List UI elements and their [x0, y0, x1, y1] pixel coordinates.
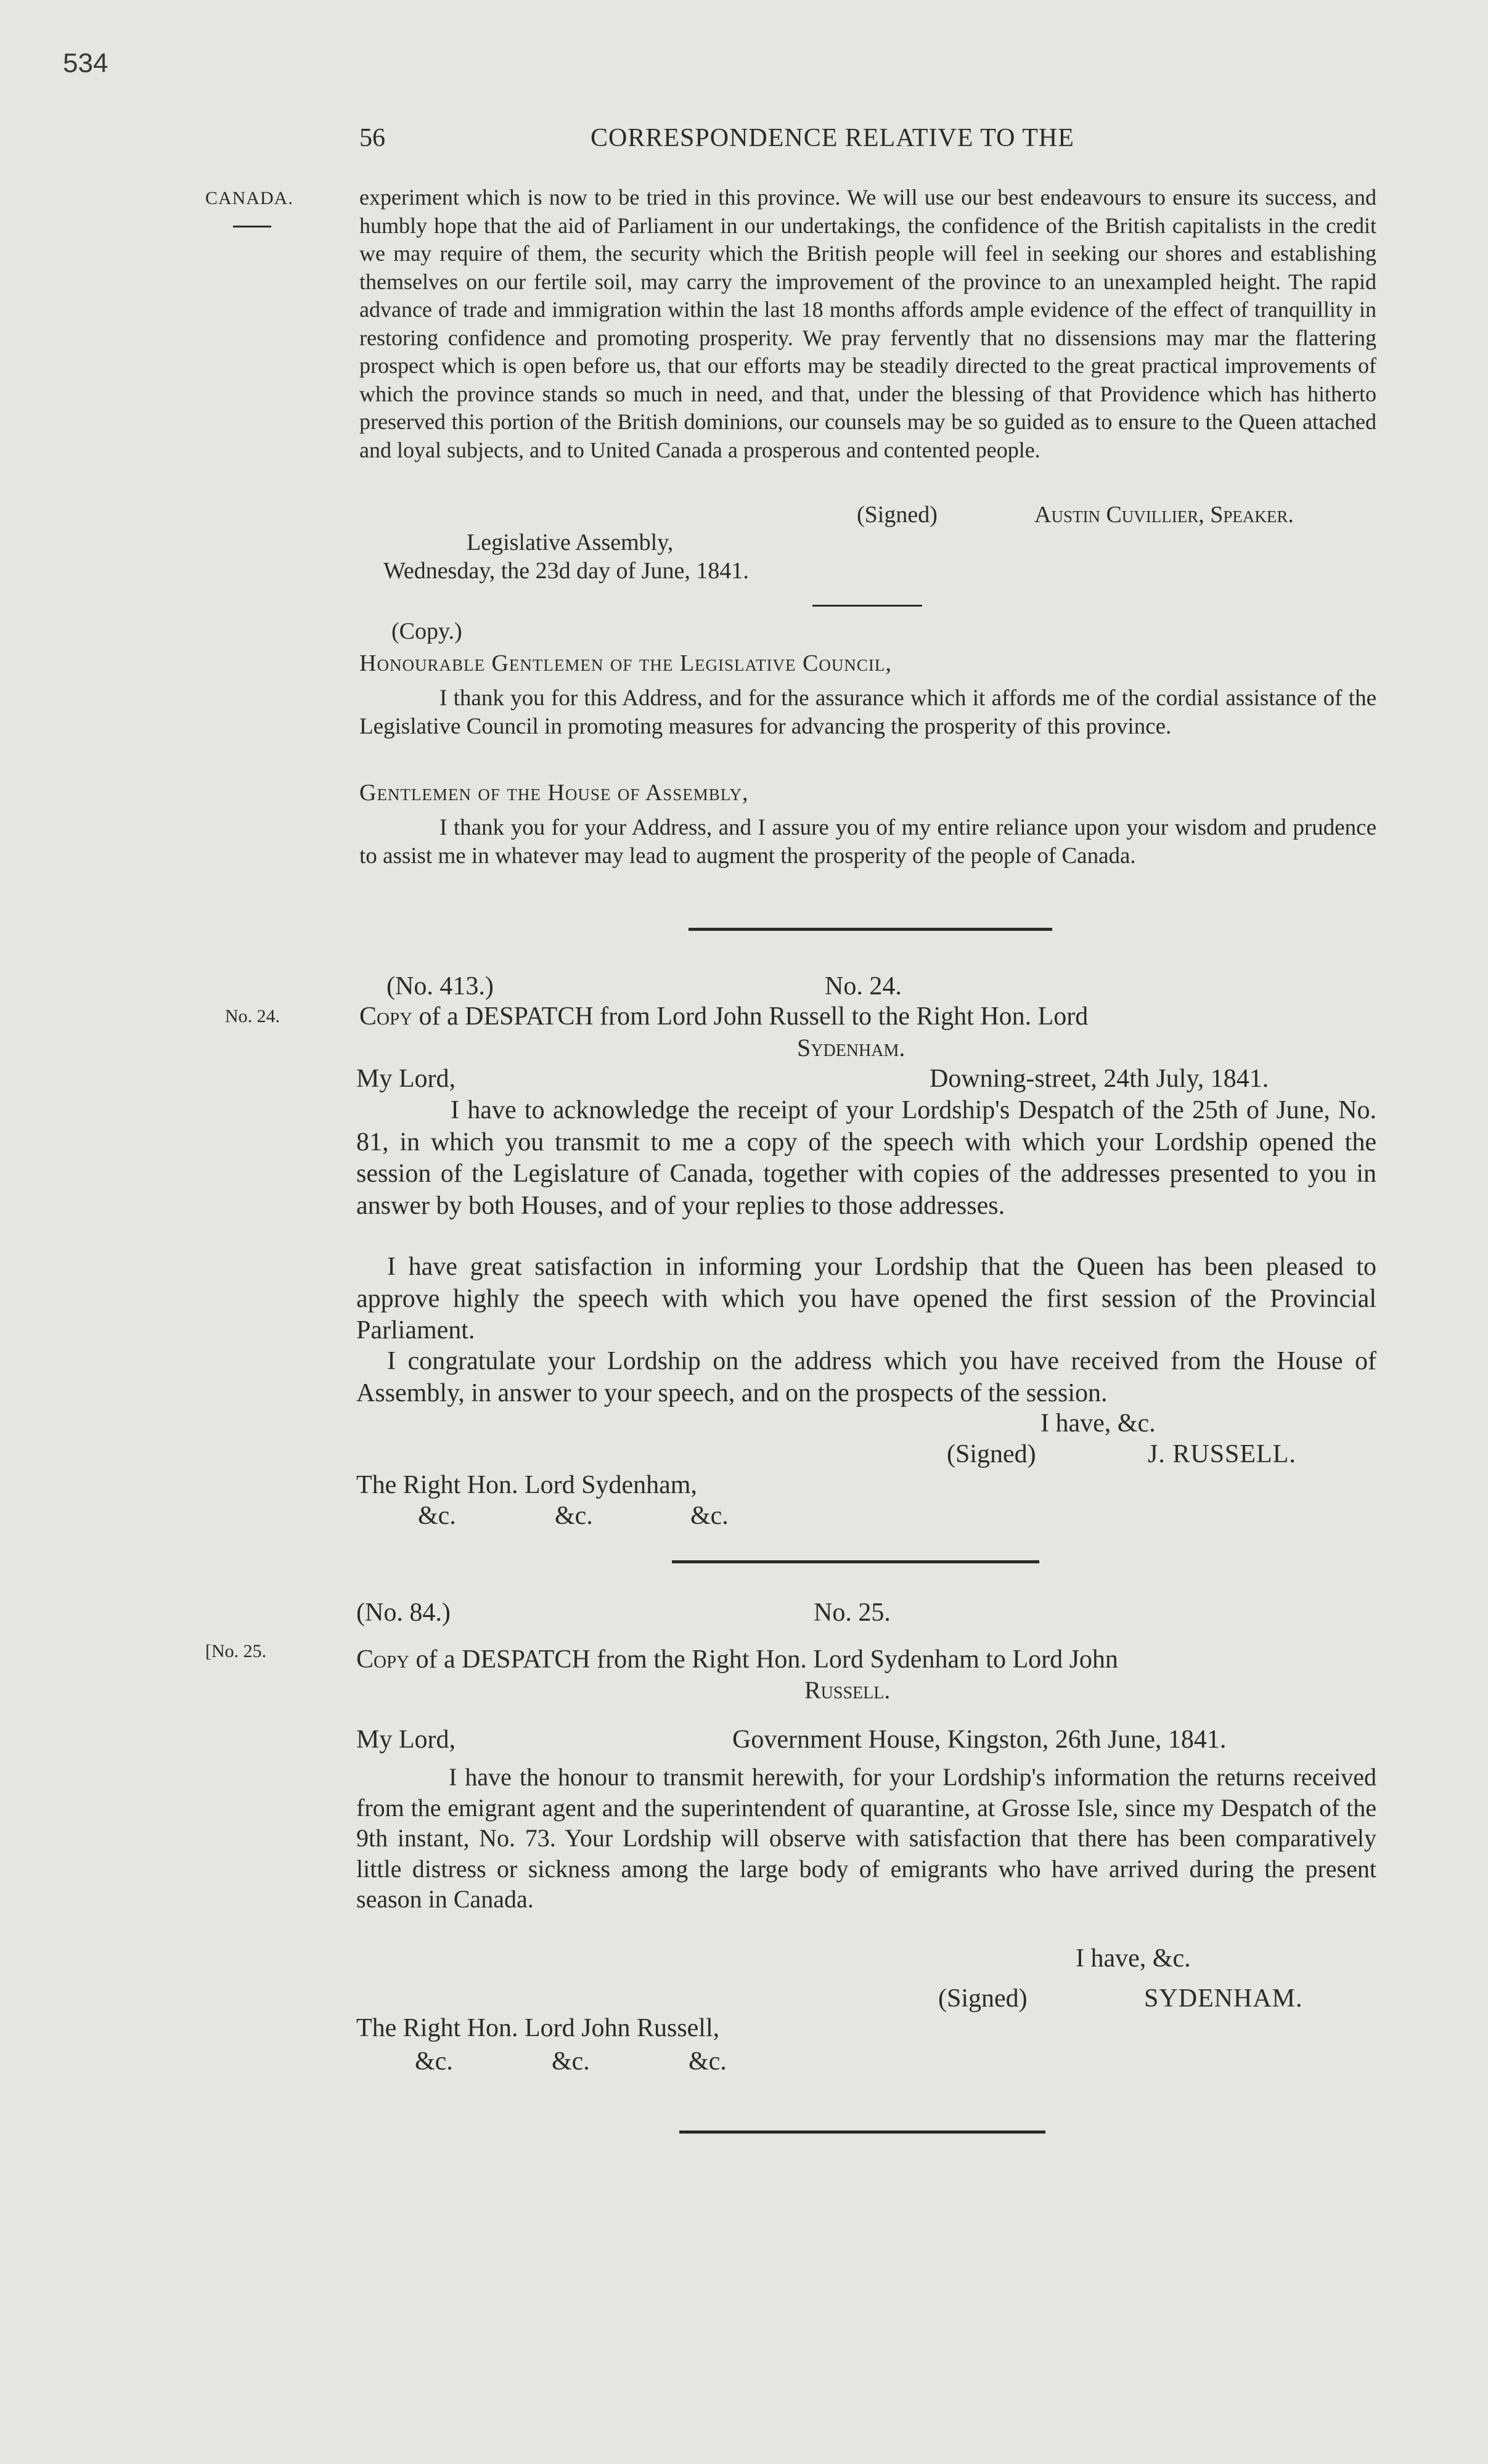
despatch24-paragraph-1: I have to acknowledge the receipt of your Lordship's Despatch of the 25th of June, No. 81, in which you transmit to me a copy of the speech with which your Lordship opened the session of the Legislature of Canada, together with copies of the addresses presented to you in answer by both Houses, and of your replies to those addresses.	[356, 1096, 1376, 1220]
despatch24-etc-1: &c.	[418, 1502, 456, 1530]
reply-text-council: I thank you for this Address, and for the assurance which it affords me of the cordial assistance of the Legislative Council in promoting measures for advancing the prosperity of this province.	[359, 686, 1376, 739]
address-signatory: Austin Cuvillier, Speaker.	[1034, 502, 1294, 528]
despatch24-signed: (Signed)	[947, 1440, 1036, 1468]
header-page-number: 56	[359, 124, 385, 152]
address-signed: (Signed)	[857, 502, 938, 528]
despatch24-place-date: Downing-street, 24th July, 1841.	[930, 1065, 1269, 1093]
section-rule	[689, 928, 1052, 931]
despatch25-signed: (Signed)	[938, 1984, 1028, 2013]
despatch25-salutation: My Lord,	[356, 1725, 456, 1754]
despatch25-paragraph-1: I have the honour to transmit herewith, for your Lordship's information the returns received from the emigrant agent and the superintendent of quarantine, at Grosse Isle, since my Despatch of the 9th instant, No. 73. Your Lordship will observe with satisfaction that there has been comparatively little distress or sickness among the large body of emigrants who have arrived during the present season in Canada.	[356, 1763, 1376, 1913]
despatch25-title-line2: Russell.	[804, 1676, 891, 1704]
despatch25-etc-3: &c.	[689, 2047, 727, 2076]
despatch24-signature: J. RUSSELL.	[1148, 1440, 1296, 1468]
margin-note-canada: CANADA.	[205, 188, 293, 208]
despatch25-title-copy: Copy	[356, 1645, 410, 1674]
reply-text-assembly: I thank you for your Address, and I assure you of my entire reliance upon your wisdom and prudence to assist me in whatever may lead to augment the prosperity of the people of Canada.	[359, 815, 1376, 869]
reply-copy-label: (Copy.)	[391, 618, 462, 644]
margin-dash	[233, 226, 271, 227]
despatch25-ref: (No. 84.)	[356, 1598, 451, 1627]
despatch24-etc-2: &c.	[555, 1502, 593, 1530]
running-header	[359, 123, 1376, 160]
despatch24-title	[359, 1002, 1376, 1031]
address-place: Legislative Assembly,	[467, 530, 674, 555]
despatch24-etc-3: &c.	[690, 1502, 729, 1530]
despatch25-title	[356, 1645, 1376, 1674]
despatch25-place-date: Government House, Kingston, 26th June, 1841.	[732, 1725, 1227, 1754]
despatch25-title-rest: of a DESPATCH from the Right Hon. Lord Sydenham to Lord John	[415, 1645, 1118, 1674]
despatch24-number: No. 24.	[825, 972, 902, 1001]
section-rule	[679, 2130, 1045, 2134]
despatch24-paragraph-2: I have great satisfaction in informing your Lordship that the Queen has been pleased to approve highly the speech with which you have opened the first session of the Provincial Parliament.	[356, 1253, 1376, 1345]
despatch25-number: No. 25.	[814, 1598, 891, 1627]
address-paragraph: experiment which is now to be tried in this province. We will use our best endeavours to ensure its success, and humbly hope that the aid of Parliament in our undertakings, the confidence of the British capitalists in the credit we may require of them, the security which the British people will feel in seeking our shores and establishing themselves on our fertile soil, may carry the improvement of the province to an unexampled height. The rapid advance of trade and immigration within the last 18 months affords ample evidence of the effect of tranquillity in restoring confidence and promoting prosperity. We pray fervently that no dissensions may mar the flattering prospect which is open before us, that our efforts may be steadily directed to the great practical improvements of which the province stands so much in need, and that, under the blessing of that Providence which has hitherto preserved this portion of the British dominions, our counsels may be so guided as to ensure to the Queen attached and loyal subjects, and to United Canada a prosperous and contented people.	[359, 185, 1376, 462]
margin-note-no24: No. 24.	[225, 1006, 280, 1026]
despatch24-salutation: My Lord,	[356, 1065, 456, 1093]
despatch25-signature: SYDENHAM.	[1144, 1984, 1303, 2013]
header-title: CORRESPONDENCE RELATIVE TO THE	[591, 124, 1074, 152]
despatch24-title-copy: Copy	[359, 1002, 413, 1031]
short-divider	[812, 605, 922, 607]
despatch25-recipient: The Right Hon. Lord John Russell,	[356, 2014, 720, 2042]
despatch24-closing: I have, &c.	[1040, 1409, 1156, 1438]
despatch24-title-rest: of a DESPATCH from Lord John Russell to the Right Hon. Lord	[419, 1002, 1089, 1031]
folio-page-number: 534	[63, 48, 108, 78]
despatch24-ref: (No. 413.)	[386, 972, 494, 1001]
reply-salutation-council: Honourable Gentlemen of the Legislative Council,	[359, 650, 892, 676]
address-date: Wednesday, the 23d day of June, 1841.	[383, 558, 749, 584]
despatch24-title-line2: Sydenham.	[797, 1034, 905, 1062]
despatch24-recipient: The Right Hon. Lord Sydenham,	[356, 1471, 697, 1499]
despatch25-etc-2: &c.	[552, 2047, 590, 2076]
despatch24-paragraph-3: I congratulate your Lordship on the address which you have received from the House of Assembly, in answer to your speech, and on the prospects of the session.	[356, 1347, 1376, 1407]
despatch25-closing: I have, &c.	[1076, 1944, 1191, 1973]
reply-salutation-assembly: Gentlemen of the House of Assembly,	[359, 780, 749, 806]
margin-note-no25: [No. 25.	[205, 1641, 267, 1661]
despatch25-etc-1: &c.	[415, 2047, 453, 2076]
section-rule	[672, 1560, 1039, 1563]
